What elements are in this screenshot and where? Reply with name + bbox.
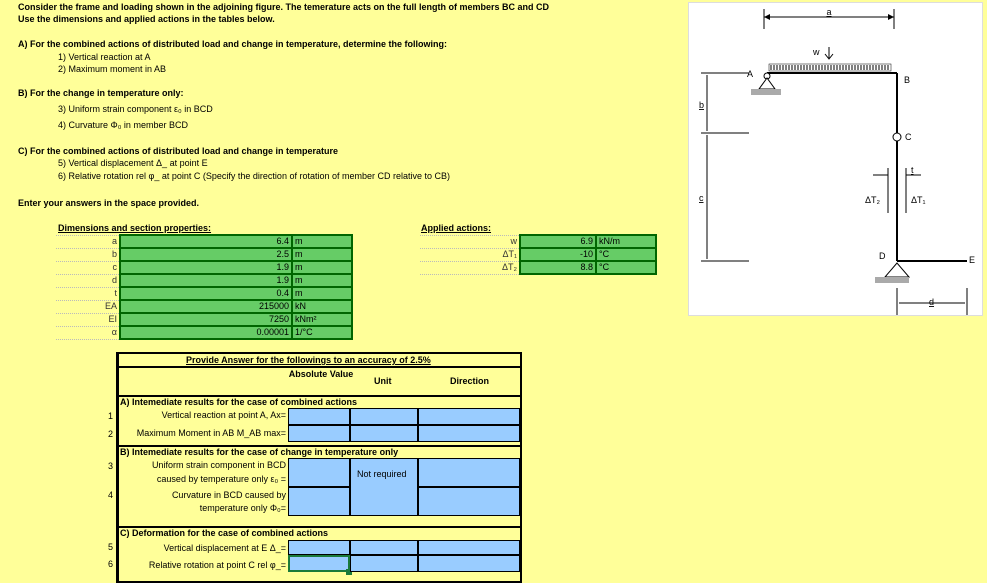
row-4-value-input[interactable] [288, 487, 350, 516]
part-b-heading: B) For the change in temperature only: [18, 88, 184, 98]
row-3-label-2: caused by temperature only ε₀ = [156, 474, 286, 484]
dimensions-table [56, 234, 353, 340]
applied-label: ΔT₂ [420, 261, 520, 274]
row-5-number: 5 [108, 542, 114, 552]
applied-unit: °C [596, 248, 656, 261]
dimension-row [56, 300, 352, 313]
label-dT1: ΔT₁ [911, 195, 926, 205]
not-required-cell [350, 458, 418, 516]
ground-a [751, 89, 781, 95]
dimensions-title: Dimensions and section properties: [58, 223, 212, 233]
applied-value[interactable]: -10 [520, 248, 596, 261]
label-t: t [911, 165, 914, 175]
part-b-item-3: 3) Uniform strain component ε₀ in BCD [58, 104, 213, 114]
col-unit: Unit [374, 376, 392, 386]
dimension-row [56, 287, 352, 300]
dimension-unit: m [292, 235, 352, 248]
intro-line-1: Consider the frame and loading shown in the adjoining figure. The temerature acts on the full length of members BC and CD [18, 2, 550, 12]
dimension-label: b [56, 248, 120, 261]
dimension-unit: kN [292, 300, 352, 313]
dimension-value[interactable]: 0.00001 [120, 326, 292, 339]
row-4-label-2: temperature only Φ₀= [199, 503, 286, 513]
hinge-c [893, 133, 901, 141]
col-absolute-value: Absolute Value [288, 369, 354, 379]
applied-row [420, 248, 656, 261]
part-a-heading: A) For the combined actions of distributed load and change in temperature, determine the following: [18, 39, 448, 49]
frame-figure [688, 2, 983, 316]
row-6-label: Relative rotation at point C rel φ_= [148, 560, 286, 570]
row-5-direction-input[interactable] [418, 540, 520, 555]
row-6-unit-input[interactable] [350, 555, 418, 572]
row-5-value-input[interactable] [288, 540, 350, 555]
applied-unit: kN/m [596, 235, 656, 248]
intro-line-2: Use the dimensions and applied actions in the tables below. [18, 14, 275, 24]
applied-row [420, 235, 656, 248]
dimension-value[interactable]: 7250 [120, 313, 292, 326]
row-2-label: Maximum Moment in AB M_AB max= [136, 428, 286, 438]
row-1-unit-input[interactable] [350, 408, 418, 425]
label-a: a [826, 7, 832, 17]
dim-a-arrow-right [888, 14, 894, 20]
dim-a-arrow-left [764, 14, 770, 20]
dimension-unit: m [292, 248, 352, 261]
dimension-row [56, 326, 352, 339]
row-2-unit-input[interactable] [350, 425, 418, 442]
dimension-label: c [56, 261, 120, 274]
applied-value[interactable]: 6.9 [520, 235, 596, 248]
not-required-text: Not required [357, 469, 407, 479]
dimension-label: t [56, 287, 120, 300]
dimension-unit: m [292, 261, 352, 274]
row-3-value-input[interactable] [288, 458, 350, 487]
part-c-item-5: 5) Vertical displacement Δ_ at point E [58, 158, 208, 168]
section-c-label: C) Deformation for the case of combined actions [120, 528, 329, 538]
dimension-unit: 1/°C [292, 326, 352, 339]
row-2-number: 2 [108, 429, 114, 439]
row-1-direction-input[interactable] [418, 408, 520, 425]
section-a-label: A) Intemediate results for the case of combined actions [120, 397, 358, 407]
dimension-label: α [56, 326, 120, 339]
dimension-row [56, 313, 352, 326]
dimension-value[interactable]: 1.9 [120, 261, 292, 274]
part-a-item-2: 2) Maximum moment in AB [58, 64, 167, 74]
support-a [759, 78, 775, 89]
label-A: A [747, 69, 754, 79]
dimension-row [56, 248, 352, 261]
enter-prompt: Enter your answers in the space provided. [18, 198, 200, 208]
dimension-row [56, 261, 352, 274]
part-c-heading: C) For the combined actions of distributed load and change in temperature [18, 146, 339, 156]
label-dT2: ΔT₂ [865, 195, 881, 205]
row-5-unit-input[interactable] [350, 540, 418, 555]
applied-title: Applied actions: [421, 223, 492, 233]
row-1-number: 1 [108, 411, 114, 421]
row-3-direction-input[interactable] [418, 458, 520, 487]
row-1-label: Vertical reaction at point A, Ax= [161, 410, 286, 420]
row-1-value-input[interactable] [288, 408, 350, 425]
row-2-value-input[interactable] [288, 425, 350, 442]
row-4-number: 4 [108, 490, 114, 500]
row-2-direction-input[interactable] [418, 425, 520, 442]
col-direction: Direction [450, 376, 490, 386]
dimension-unit: kNm² [292, 313, 352, 326]
applied-row [420, 261, 656, 274]
dimension-row [56, 274, 352, 287]
part-a-item-1: 1) Vertical reaction at A [58, 52, 151, 62]
applied-unit: °C [596, 261, 656, 274]
row-6-direction-input[interactable] [418, 555, 520, 572]
label-b: b [699, 100, 705, 110]
row-6-value-input[interactable] [288, 555, 350, 572]
label-d: d [929, 297, 935, 307]
dimension-value[interactable]: 6.4 [120, 235, 292, 248]
label-c: c [699, 193, 704, 203]
support-d [885, 263, 909, 277]
label-B: B [904, 75, 911, 85]
part-c-item-6: 6) Relative rotation rel φ_ at point C (Specify the direction of rotation of member CD relative to CB) [58, 171, 451, 181]
dimension-row [56, 235, 352, 248]
ground-d [875, 277, 909, 283]
row-3-number: 3 [108, 461, 114, 471]
applied-label: ΔT₁ [420, 248, 520, 261]
applied-value[interactable]: 8.8 [520, 261, 596, 274]
row-3-label-1: Uniform strain component in BCD [151, 460, 286, 470]
answer-title: Provide Answer for the followings to an accuracy of 2.5% [186, 355, 431, 365]
dimension-value[interactable]: 2.5 [120, 248, 292, 261]
label-C: C [905, 132, 912, 142]
dimension-value[interactable]: 0.4 [120, 287, 292, 300]
row-4-label-1: Curvature in BCD caused by [171, 490, 286, 500]
dimension-label: EI [56, 313, 120, 326]
dimension-value[interactable]: 1.9 [120, 274, 292, 287]
label-D: D [879, 251, 886, 261]
applied-label: w [420, 235, 520, 248]
dimension-unit: m [292, 274, 352, 287]
row-4-direction-input[interactable] [418, 487, 520, 516]
section-b-label: B) Intemediate results for the case of change in temperature only [120, 447, 399, 457]
dimension-unit: m [292, 287, 352, 300]
applied-table [420, 234, 657, 275]
part-b-item-4: 4) Curvature Φ₀ in member BCD [58, 120, 188, 130]
label-w: w [813, 47, 820, 57]
dimension-label: a [56, 235, 120, 248]
dimension-label: EA [56, 300, 120, 313]
dimension-value[interactable]: 215000 [120, 300, 292, 313]
row-5-label: Vertical displacement at E Δ_= [163, 543, 286, 553]
row-6-number: 6 [108, 559, 114, 569]
dimension-label: d [56, 274, 120, 287]
label-E: E [969, 255, 976, 265]
